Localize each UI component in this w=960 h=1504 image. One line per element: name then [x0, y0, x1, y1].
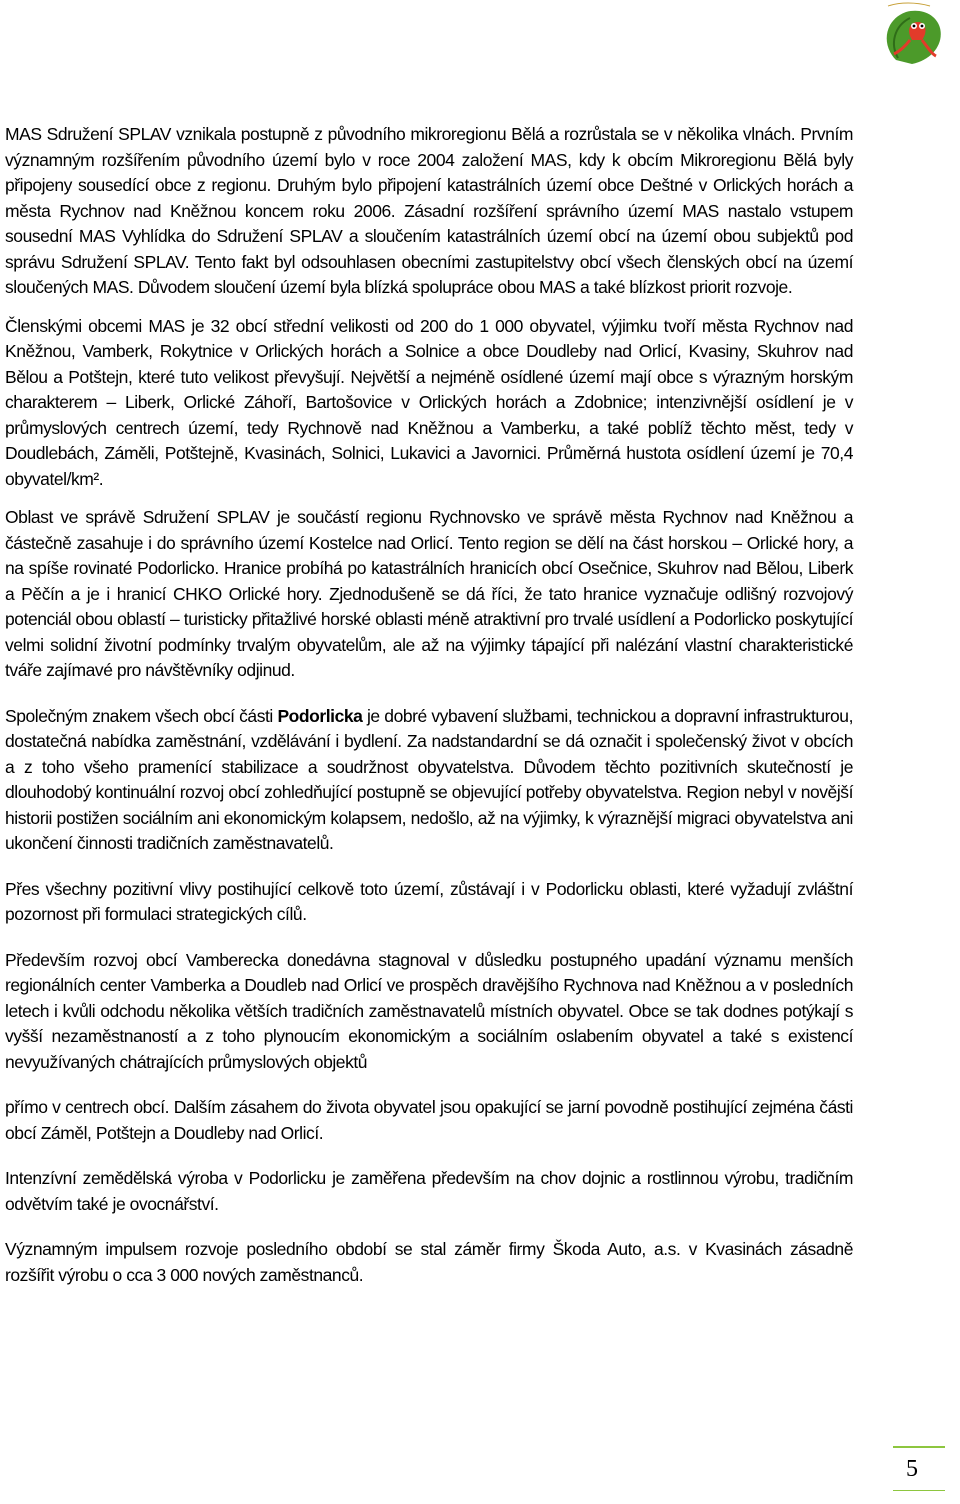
paragraph-history: MAS Sdružení SPLAV vznikala postupně z původního mikroregionu Bělá a rozrůstala se v několika vlnách. Prvním významným rozšířením původního území bylo v roce 2004 založení MAS, kdy k obcím Mikroregionu Bělá byly připojeny sousedící obce z regionu. Druhým bylo připojení katastrálních území obce Deštné v Orlických horách a města Rychnov nad Kněžnou koncem roku 2006. Zásadní rozšíření správního území MAS nastalo vstupem sousední MAS Vyhlídka do Sdružení SPLAV a sloučením katastrálních území obcí na území obou subjektů pod správu Sdružení SPLAV. Tento fakt byl odsouhlasen obecními zastupitelstvy obcí všech členských obcí na území sloučených MAS. Důvodem sloučení území byla blízká spolupráce obou MAS a také blízkost priorit rozvoje.	[5, 124, 853, 297]
paragraph-region-description: Oblast ve správě Sdružení SPLAV je součástí regionu Rychnovsko ve správě města Rychnov nad Kněžnou a částečně zasahuje i do správního území Kostelce nad Orlicí. Tento region se dělí na část horskou – Orlické hory, a na spíše rovinaté Podorlicko. Hranice probíhá po katastrálních hranicích obcí Osečnice, Skuhrov nad Bělou, Liberk a Pěčín a je i hranicí CHKO Orlické hory. Zjednodušeně se dá říci, že tato hranice vyznačuje odlišný rozvojový potenciál obou oblastí – turisticky přitažlivé horské oblasti méně atraktivní pro trvalé usídlení a Podorlicko poskytující velmi solidní životní podmínky trvalým obyvatelům, ale až na výjimky tápající při nalézání vlastní charakteristické tváře zajímavé pro návštěvníky odjinud.	[5, 507, 853, 680]
paragraph-attention-areas: Přes všechny pozitivní vlivy postihující celkově toto území, zůstávají i v Podorlicku oblasti, které vyžadují zvláštní pozornost při formulaci strategických cílů.	[5, 878, 853, 924]
paragraph-skoda: Významným impulsem rozvoje posledního období se stal záměr firmy Škoda Auto, a.s. v Kvasinách zásadně rozšířit výrobu o cca 3 000 nových zaměstnanců.	[5, 1239, 853, 1285]
paragraph-vamberecko: Především rozvoj obcí Vamberecka donedávna stagnoval v důsledku postupného upadání významu menších regionálních center Vamberka a Doudleb nad Orlicí ve prospěch dravějšího Rychnova nad Kněžnou a v posledních letech i kvůli odchodu několika větších tradičních zaměstnavatelů místních obyvatel. Obce se tak dodnes potýkají s vyšší nezaměstnaností a z toho plynoucím ekonomickým a sociálním oslabením obyvatel a také s existencí nevyužívaných chátrajících průmyslových objektů	[5, 949, 853, 1072]
frog-leaf-logo	[876, 0, 946, 74]
paragraph-agriculture: Intenzívní zemědělská výroba v Podorlicku je zaměřena především na chov dojnic a rostlinnou výrobu, tradičním odvětvím také je ovocnářství.	[5, 1168, 853, 1214]
document-body	[5, 122, 853, 1301]
text-span: Společným znakem všech obcí části	[5, 705, 278, 726]
text-span: je dobré vybavení službami, technickou a dopravní infrastrukturou, dostatečná nabídka zaměstnání, vzdělávání i bydlení. Za nadstandardní se dá označit i společenský život v obcích a z toho všeho pramenící stabilizace a soudržnost obyvatelstva. Důvodem těchto pozitivních skutečností je dlouhodobý kontinuální rozvoj obcí zohledňující postupně se objevující potřeby obyvatelstva. Region nebyl v novější historii postižen sociálním ani ekonomickým kolapsem, nedošlo, až na výjimky, k výraznější migraci obyvatelstva ani ukončení činnosti tradičních zaměstnavatelů.	[5, 705, 853, 853]
footer-divider-bottom	[893, 1490, 945, 1491]
footer-divider	[893, 1446, 945, 1448]
frog-leaf-icon	[876, 0, 946, 74]
bold-term: Podorlicka	[277, 705, 363, 726]
page-number: 5	[906, 1456, 918, 1482]
paragraph-floods: přímo v centrech obcí. Dalším zásahem do života obyvatel jsou opakující se jarní povodně postihující zejména části obcí Záměl, Potštejn a Doudleby nad Orlicí.	[5, 1097, 853, 1143]
paragraph-member-municipalities: Členskými obcemi MAS je 32 obcí střední velikosti od 200 do 1 000 obyvatel, výjimku tvoří města Rychnov nad Kněžnou, Vamberk, Rokytnice v Orlických horách a Solnice a obce Doudleby nad Orlicí, Kvasiny, Skuhrov nad Bělou a Potštejn, které tuto velikost převyšují. Největší a nejméně osídlené území mají obce s výrazným horským charakterem – Liberk, Orlické Záhoří, Bartošovice v Orlických horách a Zdobnice; intenzivnější osídlení je v průmyslových centrech území, tedy Rychnově nad Kněžnou a Vamberku, a také poblíž těchto měst, tedy v Doudlebách, Záměli, Potštejně, Kvasinách, Solnici, Lukavici a Javornici. Průměrná hustota osídlení území je 70,4 obyvatel/km².	[5, 315, 853, 489]
paragraph-podorlicko	[5, 704, 853, 857]
